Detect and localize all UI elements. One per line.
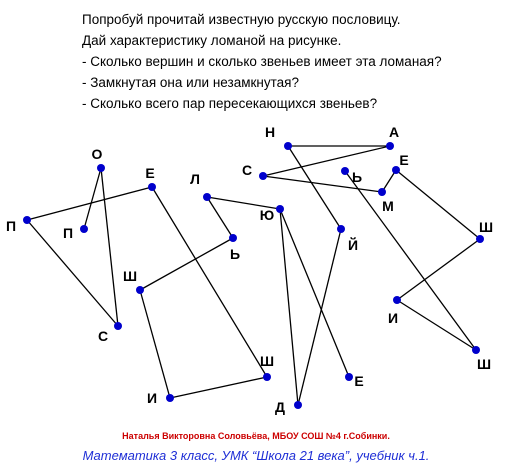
vertex-point — [80, 225, 88, 233]
vertex-point — [114, 322, 122, 330]
task-line: Попробуй прочитай известную русскую пословицу. — [82, 12, 401, 27]
vertex-label: Л — [190, 171, 200, 187]
polyline-segment — [170, 377, 267, 398]
vertex-label: Ь — [229, 246, 241, 262]
vertex-point — [472, 346, 480, 354]
vertex-point — [166, 394, 174, 402]
polyline-segment — [298, 229, 341, 405]
task-line: - Замкнутая она или незамкнутая? — [82, 75, 299, 90]
vertex-point — [276, 205, 284, 213]
vertex-point — [337, 225, 345, 233]
polyline-segment — [140, 238, 233, 290]
task-line: Дай характеристику ломаной на рисунке. — [82, 33, 342, 48]
vertex-label: Ш — [122, 268, 138, 284]
vertex-labels — [6, 124, 493, 415]
polyline-segment — [397, 300, 476, 350]
course-caption: Математика 3 класс, УМК “Школа 21 века”, учебник ч.1. — [82, 448, 430, 463]
polyline-segment — [152, 187, 267, 377]
vertex-point — [97, 164, 105, 172]
vertex-point — [136, 286, 144, 294]
polyline-segment — [101, 168, 118, 326]
vertex-label: П — [5, 218, 17, 234]
vertex-point — [294, 401, 302, 409]
polyline-segment — [397, 239, 480, 300]
vertex-point — [393, 296, 401, 304]
vertex-point — [259, 172, 267, 180]
vertex-label: Н — [264, 124, 276, 140]
vertex-point — [345, 373, 353, 381]
polyline-vertices — [23, 142, 484, 409]
vertex-label: Ь — [351, 169, 363, 185]
vertex-point — [386, 142, 394, 150]
vertex-label: Е — [399, 152, 409, 168]
task-line: - Сколько вершин и сколько звеньев имеет эта ломаная? — [82, 54, 442, 69]
vertex-label: Ш — [259, 353, 275, 369]
vertex-point — [263, 373, 271, 381]
polyline-segment — [288, 146, 341, 229]
polyline-segment — [140, 290, 170, 398]
polyline-segment — [263, 176, 382, 192]
polyline-segment — [263, 146, 390, 176]
vertex-point — [203, 193, 211, 201]
polyline-segment — [280, 209, 298, 405]
polyline-segment — [207, 197, 233, 238]
polyline-segment — [84, 168, 101, 229]
vertex-label: Е — [354, 373, 364, 389]
vertex-point — [148, 183, 156, 191]
polyline-segment — [280, 209, 349, 377]
author-credit: Наталья Викторовна Соловьёва, МБОУ СОШ №4 г.Собинки. — [122, 431, 390, 441]
vertex-label: М — [382, 198, 394, 214]
polyline-segments — [27, 146, 480, 405]
vertex-label: Ш — [476, 356, 492, 372]
vertex-label: О — [91, 146, 103, 162]
polyline-segment — [345, 171, 476, 350]
vertex-label: Й — [347, 237, 359, 253]
polyline-segment — [27, 187, 152, 220]
task-line: - Сколько всего пар пересекающихся звеньев? — [82, 96, 378, 111]
polyline-segment — [396, 170, 480, 239]
vertex-label: И — [146, 390, 158, 406]
vertex-point — [378, 188, 386, 196]
vertex-point — [284, 142, 292, 150]
vertex-point — [229, 234, 237, 242]
vertex-label: Д — [275, 399, 285, 415]
vertex-label: С — [241, 162, 253, 178]
vertex-point — [476, 235, 484, 243]
vertex-point — [341, 167, 349, 175]
vertex-label: Ш — [478, 219, 494, 235]
vertex-label: Ю — [259, 207, 275, 223]
vertex-point — [23, 216, 31, 224]
vertex-label: И — [387, 310, 399, 326]
vertex-label: А — [388, 124, 400, 140]
vertex-label: П — [62, 225, 74, 241]
vertex-label: С — [97, 328, 109, 344]
vertex-label: Е — [145, 165, 155, 181]
